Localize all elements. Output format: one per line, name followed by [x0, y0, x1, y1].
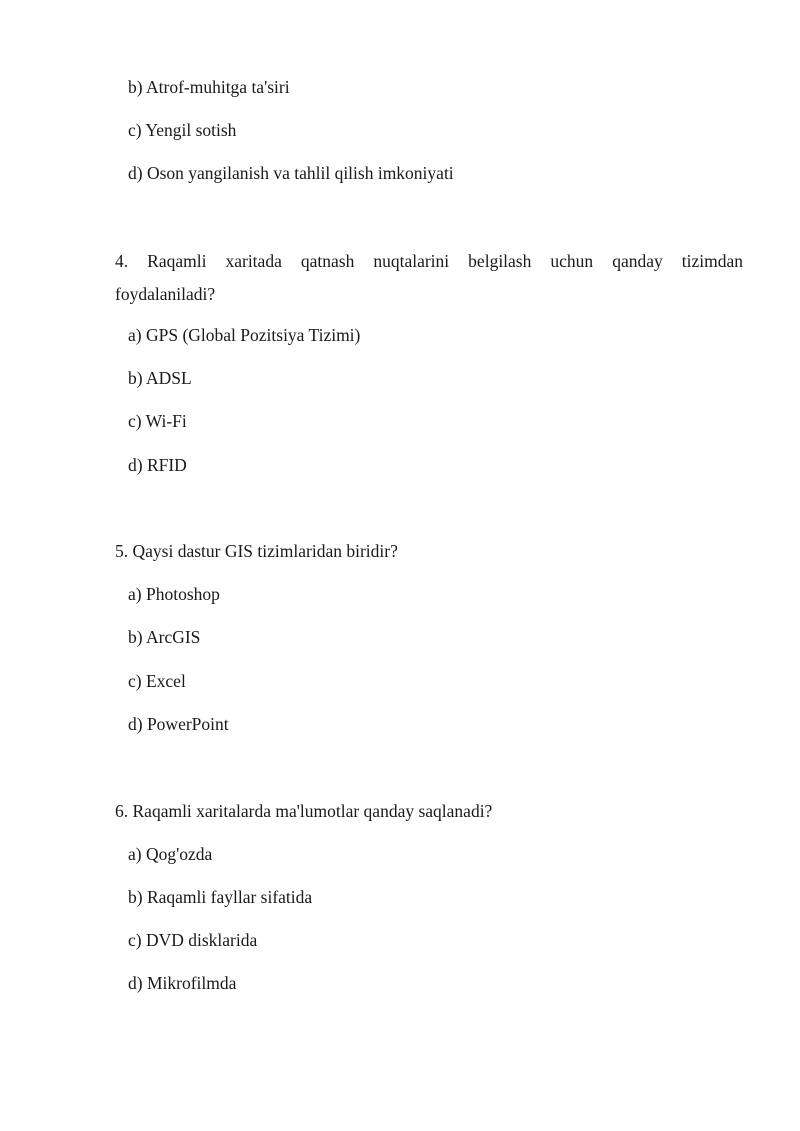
q4-option-d: d) RFID	[128, 455, 187, 475]
q6-option-a: a) Qog'ozda	[128, 844, 213, 864]
q3-option-d: d) Oson yangilanish va tahlil qilish imkoniyati	[128, 163, 454, 183]
q4-option-c: c) Wi-Fi	[128, 411, 187, 431]
q5-option-c: c) Excel	[128, 671, 186, 691]
q3-option-b: b) Atrof-muhitga ta'siri	[128, 77, 290, 97]
q6-question: 6. Raqamli xaritalarda ma'lumotlar qanday saqlanadi?	[115, 801, 493, 821]
q6-option-b: b) Raqamli fayllar sifatida	[128, 887, 313, 907]
q4-question-line2: foydalaniladi?	[115, 284, 216, 304]
q6-option-d: d) Mikrofilmda	[128, 973, 237, 993]
q4-option-b: b) ADSL	[128, 368, 192, 388]
q5-option-d: d) PowerPoint	[128, 714, 229, 734]
q5-option-a: a) Photoshop	[128, 584, 220, 604]
q3-option-c: c) Yengil sotish	[128, 120, 237, 140]
q6-option-c: c) DVD disklarida	[128, 930, 258, 950]
q5-question: 5. Qaysi dastur GIS tizimlaridan biridir?	[115, 541, 398, 561]
q5-option-b: b) ArcGIS	[128, 627, 201, 647]
q4-question-line1: 4. Raqamli xaritada qatnash nuqtalarini belgilash uchun qanday tizimdan	[115, 251, 743, 271]
q4-option-a: a) GPS (Global Pozitsiya Tizimi)	[128, 325, 361, 345]
